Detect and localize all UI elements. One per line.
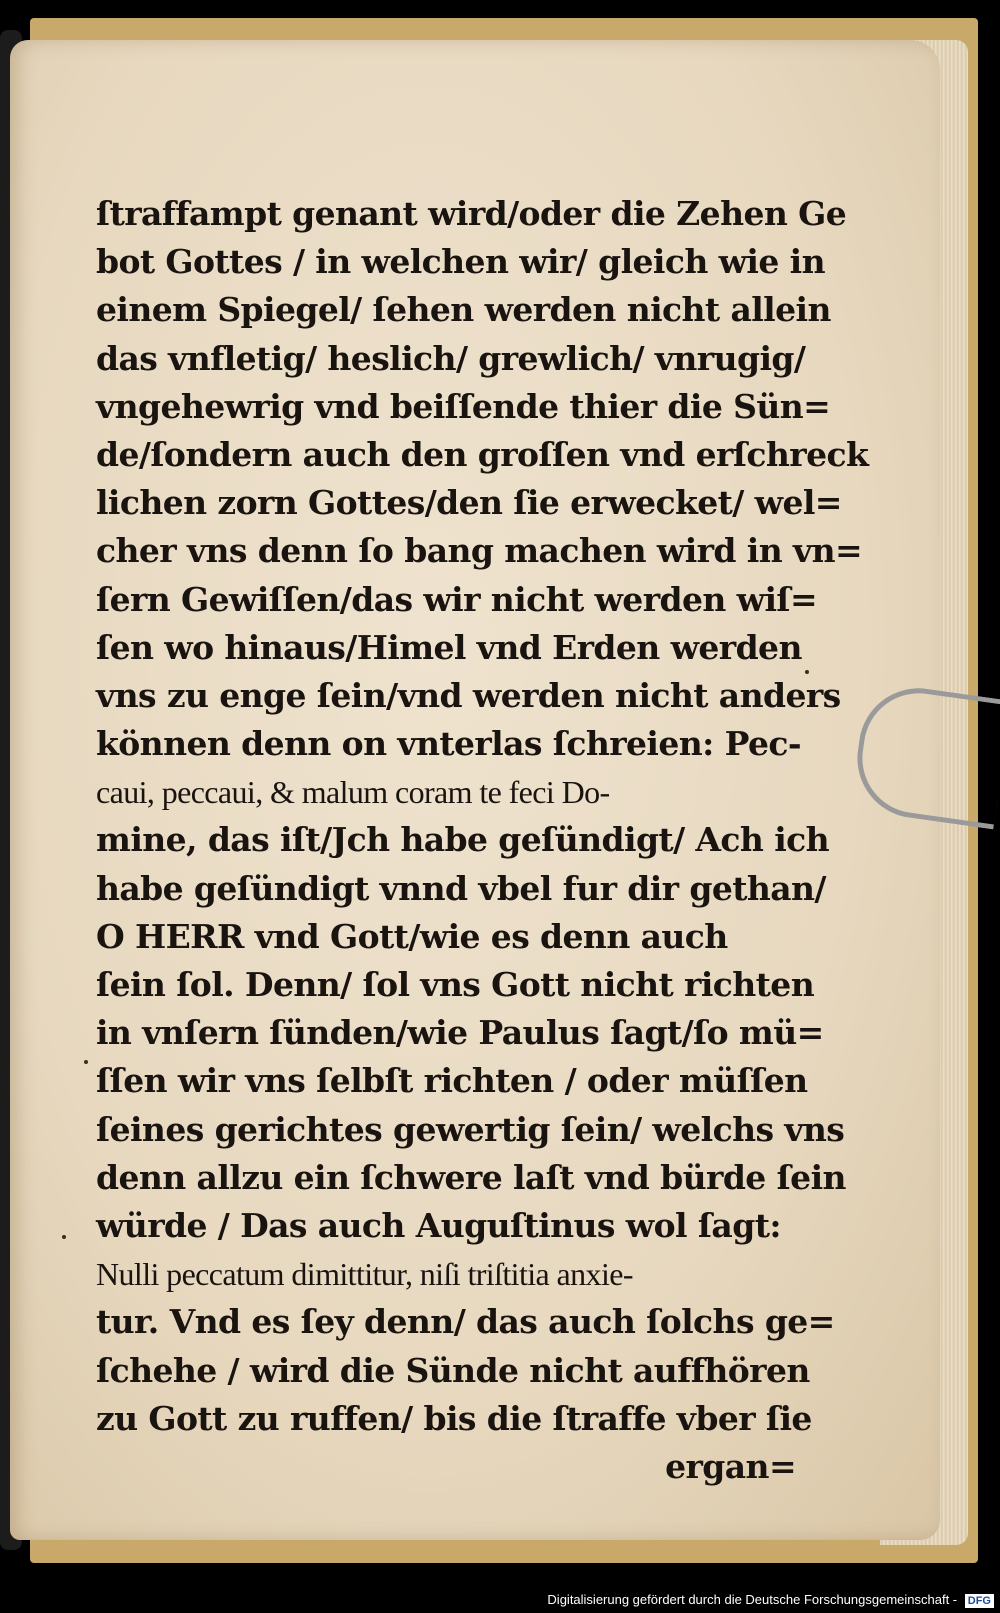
ink-speck: [84, 1060, 88, 1064]
text-line: cher vns denn ſo bang machen wird in vn=: [96, 531, 863, 571]
text-line: zu Gott zu ruffen/ bis die ſtraffe vber ſie: [96, 1398, 812, 1438]
text-line: ſen wo hinaus/Himel vnd Erden werden: [96, 627, 802, 667]
text-line: ſtraffampt genant wird/oder die Zehen Ge: [96, 194, 847, 233]
ink-speck: [62, 1235, 66, 1239]
text-line: ſſen wir vns ſelbſt richten / oder müſſen: [96, 1061, 808, 1101]
text-line-latin: Nulli peccatum dimittitur, niſi triſtitia anxie-: [96, 1256, 633, 1293]
text-line: de/ſondern auch den groſſen vnd erſchreck: [96, 434, 869, 474]
text-line: ſein ſol. Denn/ ſol vns Gott nicht richten: [96, 965, 815, 1004]
text-line: tur. Vnd es ſey denn/ das auch ſolchs ge=: [96, 1302, 835, 1342]
text-line: mine, das iſt/Jch habe geſündigt/ Ach ich: [96, 820, 830, 860]
text-line: ſern Gewiſſen/das wir nicht werden wiſ=: [96, 579, 818, 619]
text-line: vns zu enge ſein/vnd werden nicht anders: [96, 675, 841, 715]
text-line-latin: caui, peccaui, & malum coram te feci Do-: [96, 774, 610, 811]
text-line: denn allzu ein ſchwere laſt vnd bürde ſein: [96, 1157, 846, 1197]
text-line: lichen zorn Gottes/den ſie erwecket/ wel=: [96, 483, 842, 523]
text-line: würde / Das auch Auguſtinus wol ſagt:: [96, 1205, 781, 1245]
text-line: einem Spiegel/ ſehen werden nicht allein: [96, 290, 831, 330]
footer-credit-bar: [541, 1587, 1000, 1613]
text-line: bot Gottes / in welchen wir/ gleich wie in: [96, 242, 825, 282]
text-line: habe geſündigt vnnd vbel fur dir gethan/: [96, 868, 826, 908]
text-line: ſchehe / wird die Sünde nicht auffhören: [96, 1350, 810, 1390]
page-text-block: [96, 190, 869, 1491]
text-line: ſeines gerichtes gewertig ſein/ welchs vns: [96, 1109, 845, 1149]
text-line: vngehewrig vnd beiſſende thier die Sün=: [96, 386, 831, 426]
text-line: können denn on vnterlas ſchreien: Pec-: [96, 724, 801, 764]
dfg-logo-icon: DFG: [965, 1594, 994, 1608]
text-line: in vnſern ſünden/wie Paulus ſagt/ſo mü=: [96, 1013, 824, 1053]
catchword: ergan=: [665, 1446, 796, 1486]
footer-credit-text: Digitalisierung gefördert durch die Deutsche Forschungsgemeinschaft -: [547, 1592, 958, 1607]
text-line: das vnfletig/ heslich/ grewlich/ vnrugig/: [96, 338, 806, 378]
ink-speck: [805, 670, 809, 674]
text-line: O HERR vnd Gott/wie es denn auch: [96, 916, 728, 956]
book-page: [10, 40, 940, 1540]
